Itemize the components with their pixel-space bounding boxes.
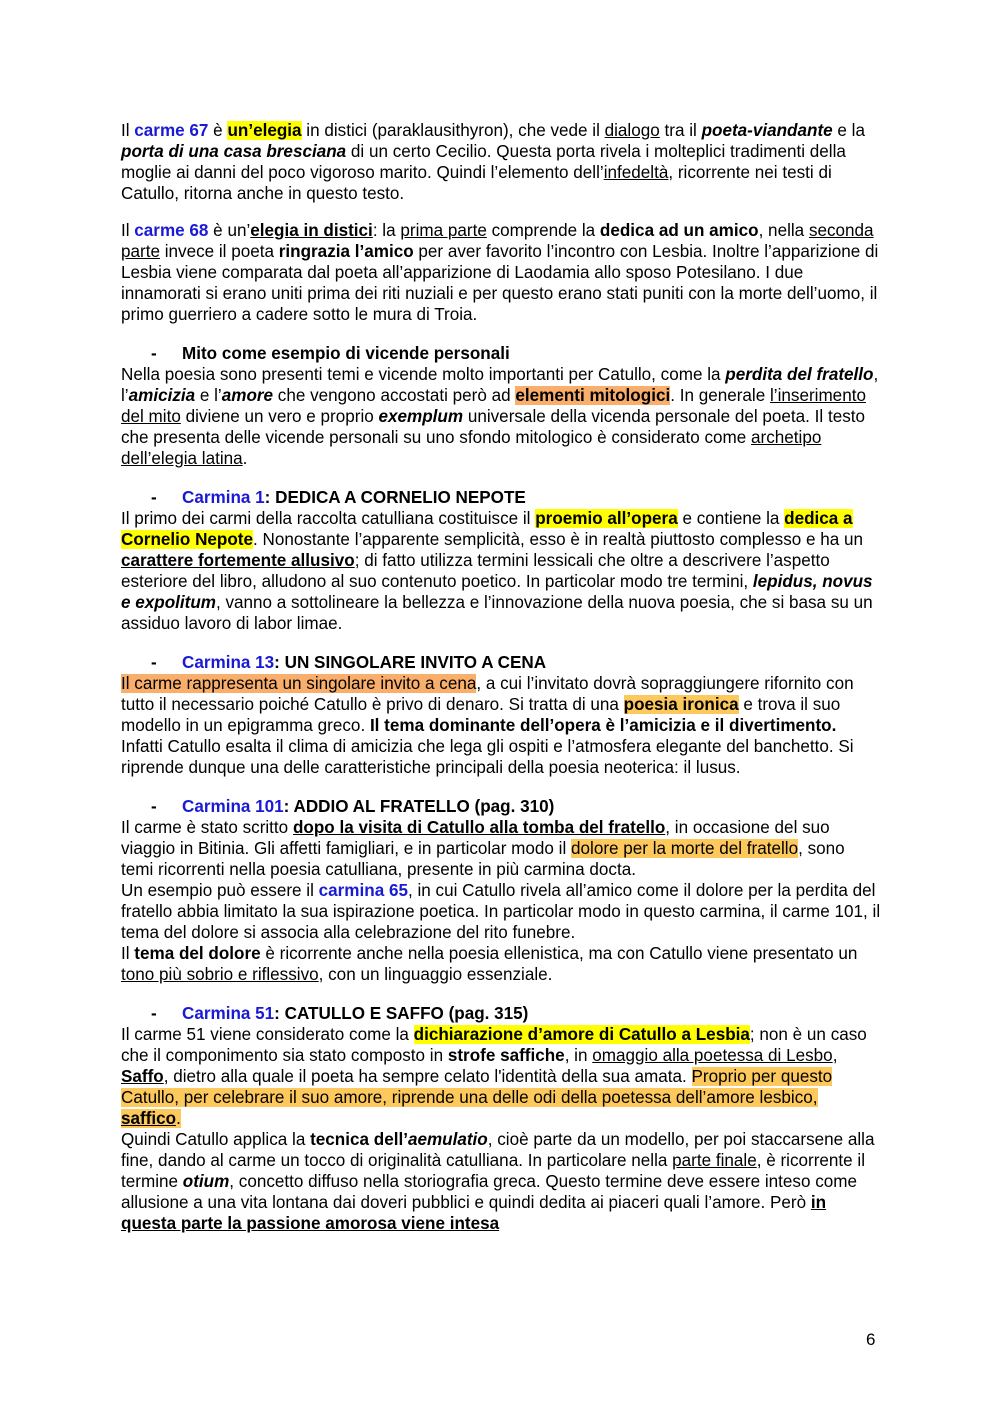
text: ; non è un caso che il componimento sia stato composto in (121, 1025, 867, 1065)
highlight: saffico (121, 1109, 177, 1128)
bold-underlined-text: carattere fortemente allusivo (121, 551, 355, 570)
text: Nella poesia sono presenti temi e vicende molto importanti per Catullo, come la (121, 365, 726, 384)
underlined-text: omaggio alla poetessa di Lesbo (592, 1046, 833, 1065)
text: che vengono accostati però ad (273, 386, 516, 405)
bold-underlined-text: Saffo (121, 1067, 164, 1086)
text: tra il (659, 121, 702, 140)
document-body (121, 120, 881, 1234)
emphasis: amicizia (128, 386, 196, 405)
carme-ref: Carmina 1 (182, 488, 265, 507)
heading-text: : CATULLO E SAFFO (pag. 315) (274, 1004, 529, 1023)
text: è ricorrente anche nella poesia ellenistica, ma con Catullo viene presentato un (260, 944, 858, 963)
emphasis: poeta-viandante (701, 121, 833, 140)
emphasis: porta di una casa bresciana (121, 142, 347, 161)
text: : la (372, 221, 401, 240)
section-heading-carmina-1 (121, 487, 881, 508)
text: , ricorrente nei testi di Catullo, ritorna anche in questo testo. (121, 163, 832, 203)
highlight: Proprio per questo Catullo, per celebrare il suo amore, riprende una delle odi della poetessa dell’amore lesbico, (121, 1067, 833, 1107)
paragraph-carmina-13 (121, 673, 881, 778)
text: per aver favorito l’incontro con Lesbia. Inoltre l’apparizione di Lesbia viene comparata dal poeta all’apparizione di Laodamia allo sposo Potesilano. I due innamorati si erano uniti prima dei riti nuziali e per questo erano stati puniti con la morte dell’uomo, il primo guerriero a cadere sotto le mura di Troia. (121, 242, 879, 324)
highlight: dedica a Cornelio Nepote (121, 509, 853, 549)
bold-text: Il tema dominante dell’opera è l’amicizia e il divertimento. (369, 716, 837, 735)
paragraph-carmina-101-a (121, 817, 881, 880)
highlight: dichiarazione d’amore di Catullo a Lesbia (413, 1025, 750, 1044)
highlight: poesia ironica (623, 695, 739, 714)
section-heading-carmina-51 (121, 1003, 881, 1024)
highlight: elementi mitologici (515, 386, 671, 405)
text: , vanno a sottolineare la bellezza e l’innovazione della nuova poesia, che si basa su un assiduo lavoro di labor limae. (121, 593, 873, 633)
highlight: dolore per la morte del fratello (571, 839, 799, 858)
heading-text: Mito come esempio di vicende personali (182, 344, 510, 363)
text: Il (121, 221, 135, 240)
text: , è ricorrente il termine (121, 1151, 865, 1191)
text: Il carme 51 viene considerato come la (121, 1025, 414, 1044)
paragraph-carmina-51-a (121, 1024, 881, 1129)
paragraph-carmina-101-b (121, 880, 881, 943)
carme-ref: Carmina 13 (182, 653, 275, 672)
underlined-text: dialogo (604, 121, 660, 140)
text: comprende la (486, 221, 600, 240)
underlined-text: infedeltà (603, 163, 669, 182)
text: Un esempio può essere il (121, 881, 319, 900)
underlined-text: l’inserimento del mito (121, 386, 866, 426)
heading-text: : UN SINGOLARE INVITO A CENA (274, 653, 547, 672)
paragraph-carmina-1 (121, 508, 881, 634)
paragraph-carme-68 (121, 220, 881, 325)
text: , in (564, 1046, 593, 1065)
text: è un’ (208, 221, 251, 240)
text: Il primo dei carmi della raccolta catulliana costituisce il (121, 509, 536, 528)
list-dash: - (151, 653, 157, 672)
list-dash: - (151, 797, 157, 816)
text: . In generale (670, 386, 770, 405)
text: , con un linguaggio essenziale. (318, 965, 553, 984)
paragraph-carmina-101-c (121, 943, 881, 985)
text: ; di fatto utilizza termini lessicali che oltre a descrivere l’aspetto esteriore del libro, alludono al suo contenuto poetico. In particolar modo tre termini, (121, 551, 830, 591)
carme-ref: carme 68 (134, 221, 209, 240)
text: , l’ (121, 365, 879, 405)
text: Il (121, 944, 135, 963)
text: è (208, 121, 228, 140)
text: e la (832, 121, 865, 140)
underlined-text: prima parte (400, 221, 487, 240)
page-number: 6 (866, 1330, 876, 1349)
list-dash: - (151, 1004, 157, 1023)
highlight: Il carme rappresenta un singolare invito a cena (121, 674, 477, 693)
text: , sono temi ricorrenti nella poesia catulliana, presente in più carmina docta. (121, 839, 845, 879)
paragraph-carme-67 (121, 120, 881, 204)
text: di un certo Cecilio. Questa porta rivela i molteplici tradimenti della moglie ai danni del poco vigoroso marito. Quindi l’elemento dell’ (121, 142, 846, 182)
text: , nella (758, 221, 809, 240)
highlight: proemio all’opera (535, 509, 678, 528)
underlined-text: parte finale (672, 1151, 757, 1170)
text: e l’ (195, 386, 222, 405)
text: e trova il suo modello in un epigramma greco. (121, 695, 841, 735)
carme-ref: Carmina 101 (182, 797, 284, 816)
emphasis: lepidus, novus e expolitum (121, 572, 873, 612)
highlight: . (176, 1109, 181, 1128)
emphasis: otium (182, 1172, 230, 1191)
emphasis: amore (221, 386, 274, 405)
text: Infatti Catullo esalta il clima di amicizia che lega gli ospiti e l’atmosfera elegante del banchetto. Si riprende dunque una delle caratteristiche principali della poesia neoterica: il lusus. (121, 737, 854, 777)
section-heading-carmina-13 (121, 652, 881, 673)
emphasis: perdita del fratello (725, 365, 874, 384)
bold-text: tecnica dell’ (310, 1130, 408, 1149)
bold-text: dedica ad un amico (599, 221, 759, 240)
bold-text: strofe saffiche (447, 1046, 565, 1065)
text: in distici (paraklausithyron), che vede il (301, 121, 605, 140)
text: universale della vicenda personale del poeta. Il testo che presenta delle vicende personali su uno sfondo mitologico è considerato come (121, 407, 866, 447)
text: , dietro alla quale il poeta ha sempre celato l'identità della sua amata. (163, 1067, 692, 1086)
paragraph-mito (121, 364, 881, 469)
text: , cioè parte da un modello, per poi staccarsene alla fine, dando al carme un tocco di originalità catulliana. In particolare nella (121, 1130, 875, 1170)
text: , in cui Catullo rivela all’amico come il dolore per la perdita del fratello abbia limitato la sua ispirazione poetica. In particolar modo in questo carmina, il carme 101, il tema del dolore si associa alla celebrazione del rito funebre. (121, 881, 881, 942)
text: . Nonostante l’apparente semplicità, esso è in realtà piuttosto complesso e ha un (253, 530, 864, 549)
underlined-text: tono più sobrio e riflessivo (121, 965, 319, 984)
bold-underlined-text: in questa parte la passione amorosa viene intesa (121, 1193, 827, 1233)
carme-ref: Carmina 51 (182, 1004, 275, 1023)
emphasis: exemplum (378, 407, 464, 426)
heading-text: : ADDIO AL FRATELLO (pag. 310) (283, 797, 555, 816)
text: Il (121, 121, 135, 140)
text: , in occasione del suo viaggio in Bitinia. Gli affetti famigliari, e in particolar modo il (121, 818, 830, 858)
paragraph-carmina-51-b (121, 1129, 881, 1234)
section-heading-mito (121, 343, 881, 364)
highlight: un’elegia (227, 121, 302, 140)
text: invece il poeta (159, 242, 279, 261)
bold-text: ringrazia l’amico (278, 242, 414, 261)
text: . (242, 449, 248, 468)
underlined-text: seconda parte (121, 221, 874, 261)
text: diviene un vero e proprio (180, 407, 379, 426)
emphasis: aemulatio (407, 1130, 488, 1149)
heading-text: : DEDICA A CORNELIO NEPOTE (264, 488, 526, 507)
text: e contiene la (677, 509, 785, 528)
list-dash: - (151, 488, 157, 507)
carme-ref: carme 67 (134, 121, 209, 140)
bold-underlined-text: elegia in distici (250, 221, 373, 240)
text: Quindi Catullo applica la (121, 1130, 311, 1149)
text: , a cui l’invitato dovrà sopraggiungere rifornito con tutto il necessario poiché Catullo è privo di denaro. Si tratta di una (121, 674, 854, 714)
underlined-text: archetipo dell’elegia latina (121, 428, 822, 468)
text: , concetto diffuso nella storiografia greca. Questo termine deve essere inteso come allusione a una vita lontana dai doveri pubblici e quindi dedita ai piaceri quali l’amore. Però (121, 1172, 858, 1212)
bold-text: tema del dolore (134, 944, 261, 963)
carme-ref: carmina 65 (318, 881, 408, 900)
text: , (832, 1046, 838, 1065)
list-dash: - (151, 344, 157, 363)
text: Il carme è stato scritto (121, 818, 293, 837)
bold-underlined-text: dopo la visita di Catullo alla tomba del fratello (292, 818, 666, 837)
section-heading-carmina-101 (121, 796, 881, 817)
